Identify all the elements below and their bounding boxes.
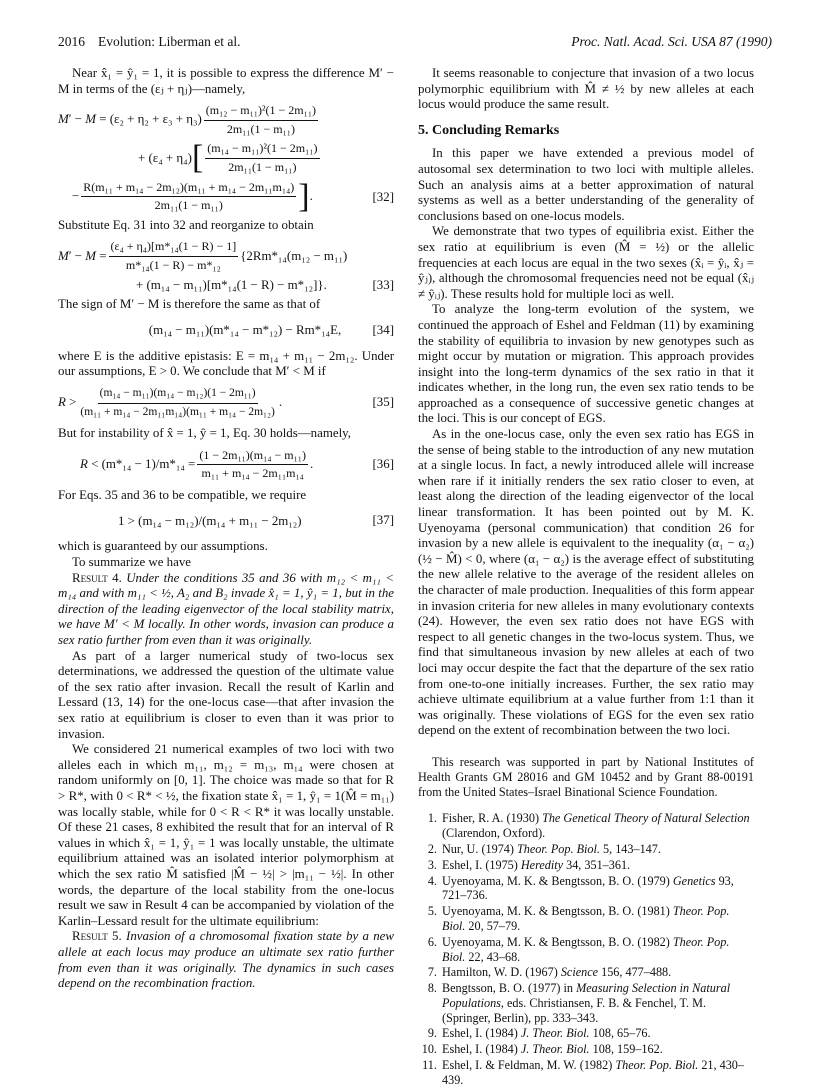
- reference-source: Theor. Pop. Biol.: [442, 904, 730, 933]
- reference-authors: Eshel, I. (1975): [442, 857, 521, 872]
- right-paragraph-1: It seems reasonable to conjecture that invasion of a two locus polymorphic equilibrium with M̂ ≠ ½ by new alleles at each locus would produce the same result.: [418, 66, 754, 112]
- reference-authors: Nur, U. (1974): [442, 841, 517, 856]
- reference-source: Science: [560, 965, 599, 980]
- reference-item: [440, 1042, 754, 1057]
- right-paragraph-3: We demonstrate that two types of equilibria exist. Either the sex ratio at equilibrium is even (M̂ = ½) or the allelic frequencies at each locus are equal in the two sexes (x̂ᵢ = ŷᵢ, x̂ⱼ = ŷⱼ), although the chromosomal frequencies need not be equal (x̂ᵢⱼ ≠ ŷᵢⱼ). These results hold for multiple loci as well.: [418, 224, 754, 301]
- reference-details: 108, 159–162.: [589, 1042, 663, 1057]
- reference-authors: Bengtsson, B. O. (1977) in: [442, 981, 577, 996]
- equation-35: R > $\frac{\text{(m₁₄ − m₁₁)(m₁₄ − m₁₂)(1 − 2m₁₁)}}{\text{(m₁₁ + m₁₄ − 2m₁₁m₁₄)(m₁₁ + m₁₄ − 2m₁₂)}}$ . [35]: [58, 386, 394, 418]
- reference-details: 22, 43–68.: [465, 949, 521, 964]
- page-number: 2016: [58, 34, 85, 49]
- left-paragraph-6: For Eqs. 35 and 36 to be compatible, we require: [58, 487, 307, 502]
- reference-item: [440, 874, 754, 904]
- reference-details: 21, 430–439.: [442, 1058, 744, 1087]
- right-paragraph-2: In this paper we have extended a previous model of autosomal sex determination to two loci with multiple alleles. Such an analysis aims at a better approximation of natural systems as well as a better understanding of the generality of conclusions based on one-locus models.: [418, 146, 754, 223]
- equation-32-line-2: + (ε₄ + η₄) [ $\frac{\text{(m₁₄ − m₁₁)²(1 − 2m₁₁)}}{\text{2m₁₁(1 − m₁₁)}}$: [138, 139, 318, 177]
- left-paragraph-2: Substitute Eq. 31 into 32 and reorganize to obtain: [58, 217, 314, 232]
- reference-details: 108, 65–76.: [589, 1026, 651, 1041]
- left-paragraph-3: The sign of M′ − M is therefore the same as that of: [58, 297, 321, 312]
- reference-details: , eds. Christiansen, F. B. & Fenchel, T. M. (Springer, Berlin), pp. 333–343.: [442, 995, 706, 1025]
- reference-authors: Eshel, I. & Feldman, M. W. (1982): [442, 1058, 616, 1073]
- right-column: [418, 66, 754, 1089]
- reference-details: 156, 477–488.: [598, 965, 672, 980]
- equation-32-line-1: M′ − M = (ε₂ + η₂ + ε₃ + η₃) $\frac{\text{(m₁₂ − m₁₁)²(1 − 2m₁₁)}}{\text{2m₁₁(1 − m₁₁)}}$: [58, 103, 317, 136]
- equation-33: [58, 239, 394, 293]
- reference-source: Theor. Pop. Biol.: [442, 934, 730, 964]
- reference-authors: Fisher, R. A. (1930): [442, 811, 543, 826]
- reference-details: (Clarendon, Oxford).: [442, 826, 546, 841]
- reference-item: [440, 981, 754, 1025]
- reference-item: [440, 904, 754, 934]
- reference-source: J. Theor. Biol.: [520, 1026, 590, 1041]
- running-head-left: Evolution: Liberman et al.: [98, 34, 241, 49]
- result-4-label: Result 4.: [72, 570, 122, 585]
- left-paragraph-7: which is guaranteed by our assumptions.: [58, 539, 268, 554]
- reference-details: 93, 721–736.: [442, 873, 734, 903]
- page-header: [58, 34, 772, 54]
- reference-authors: Uyenoyama, M. K. & Bengtsson, B. O. (1981): [442, 904, 673, 919]
- reference-item: [440, 935, 754, 965]
- reference-authors: Eshel, I. (1984): [442, 1026, 521, 1041]
- reference-item: [440, 858, 754, 873]
- equation-35-number: [35]: [372, 395, 394, 410]
- reference-details: 34, 351–361.: [563, 857, 631, 872]
- reference-item: [440, 1026, 754, 1041]
- equation-34-body: (m₁₄ − m₁₁)(m*₁₄ − m*₁₂) − Rm*₁₄E,: [148, 322, 342, 337]
- reference-source: Genetics: [672, 873, 716, 888]
- left-paragraph-10: We considered 21 numerical examples of two loci with two alleles each in which m₁₁, m₁₂ = m₁₃, m₁₄ were chosen at random uniformly on [0, 1]. The choice was made so that for R > R*, with 0 < R* < ½, the fixation state x̂₁ = 1, ŷ₁ = 1(M̂ = m₁₁) was locally stable, while for 0 < R < R* it was locally unstable. Of these 21 cases, 8 exhibited the result that for an interval of R values in which x̂₁ = 1, ŷ₁ = 1 was locally unstable, the ultimate equilibrium attained was an isolated interior polymorphism at which the sex ratio M̂ satisfied |M̂ − ½| > |m₁₁ − ½|. In other words, the departure of the local stability from the one-locus result we saw in Result 4 can be accompanied by violation of the Karlin–Lessard result for the ultimate equilibrium:: [58, 742, 394, 928]
- result-4-text: Under the conditions 35 and 36 with m₁₂ < m₁₁ < m₁₄ and with m₁₁ < ½, A₂ and B₂ invade x̂₁ = 1, ŷ₁ = 1, but in the direction of the leading eigenvector of the local stability matrix, we have M′ < M locally. In other words, invasion can produce a sex ratio further from even than it was originally.: [58, 570, 394, 648]
- left-paragraph-5: But for instability of x̂ = 1, ŷ = 1, Eq. 30 holds—namely,: [58, 426, 351, 441]
- running-head-right: Proc. Natl. Acad. Sci. USA 87 (1990): [571, 34, 772, 49]
- reference-list: [418, 811, 754, 1087]
- reference-item: [440, 842, 754, 857]
- section-title: 5. Concluding Remarks: [418, 122, 560, 138]
- equation-37-number: [37]: [372, 513, 394, 528]
- acknowledgments: This research was supported in part by National Institutes of Health Grants GM 28016 and GM 10452 and by Grant 88-00191 from the United States–Israel Binational Science Foundation.: [418, 754, 754, 799]
- result-4: [58, 571, 394, 649]
- right-paragraph-5: As in the one-locus case, only the even sex ratio has EGS in the sense of being stable to the introduction of any new mutation at a single locus. In fact, a newly introduced allele will increase when rare if it initially renders the sex ratio closer to even, at least along the direction of the leading eigenvector of the local linear transformation. It has been pointed out by M. K. Uyenoyama (personal communication) that condition 26 for invasion by a new allele is equivalent to the inequality (α₁ − α₂)(½ − M̂) < 0, where (α₁ − α₂) is the average effect of substituting the new allele relative to the average of the resident alleles on the character of male production. Inequalities of this form appear in invasion criteria for new alleles in many evolutionary contexts (24). However, the even sex ratio does not have EGS with respect to all genetic changes in the two-locus system. Thus, we find that simultaneous invasion by new alleles at each of two loci may occur despite the fact that the departure of the sex ratio from one-to-one initially increases. Further, the sex ratio may achieve ultimate equilibrium at a value further from 1:1 than it was originally. These violations of EGS for the even sex ratio depend on the extent of recombination between the two loci.: [418, 427, 754, 738]
- reference-source: J. Theor. Biol.: [520, 1042, 590, 1057]
- left-column: [58, 66, 394, 992]
- reference-details: 5, 143–147.: [599, 841, 661, 856]
- equation-33-line-2: + (m₁₄ − m₁₁)[m*₁₄(1 − R) − m*₁₂]}.: [136, 277, 327, 292]
- right-paragraph-4: To analyze the long-term evolution of the system, we continued the approach of Eshel and Feldman (11) by examining the stability of equilibria to invasion by new genotypes such as might occur by mutation or migration. This approach provides insight into the long-term dynamics of the sex ratio in that it indicates whether, in the long run, the even sex ratio tends to be approached as a consequence of successive genetic changes at the loci. This is our concept of EGS.: [418, 302, 754, 426]
- equation-32-line-3: − $\frac{\text{R(m₁₁ + m₁₄ − 2m₁₂)(m₁₁ + m₁₄ − 2m₁₁m₁₄)}}{\text{2m₁₁(1 − m₁₁)}}$ ] .: [72, 177, 313, 215]
- equation-37-body: 1 > (m₁₄ − m₁₂)/(m₁₄ + m₁₁ − 2m₁₂): [118, 513, 302, 528]
- result-5-label: Result 5.: [72, 929, 122, 944]
- equation-34: [58, 319, 394, 343]
- reference-source: Theor. Pop. Biol.: [517, 841, 600, 856]
- equation-33-line-1: M′ − M = $\frac{\text{(ε₄ + η₄)[m*₁₄(1 − R) − 1]}}{\text{m*₁₄(1 − R) − m*₁₂}}$ {2Rm*₁₄(m₁₂ − m₁₁): [58, 239, 348, 272]
- equation-34-number: [34]: [372, 322, 394, 337]
- equation-32-number: [32]: [372, 190, 394, 205]
- left-paragraph-8: To summarize we have: [72, 555, 192, 570]
- equation-36-number: [36]: [372, 456, 394, 471]
- left-paragraph-9: As part of a larger numerical study of two-locus sex determinations, we addressed the question of the ultimate value of the sex ratio after invasion. Recall the result of Karlin and Lessard (13, 14) for the one-locus case—that after invasion the sex ratio at equilibrium is closer to even than it was prior to invasion.: [58, 648, 394, 741]
- equation-37: [58, 509, 394, 533]
- reference-source: Measuring Selection in Natural Populations: [442, 981, 731, 1010]
- reference-source: Heredity: [520, 857, 564, 872]
- equation-33-number: [33]: [372, 277, 394, 292]
- reference-source: The Genetical Theory of Natural Selection: [542, 811, 750, 826]
- equation-32: [58, 103, 394, 214]
- reference-details: 20, 57–79.: [465, 918, 521, 933]
- reference-authors: Eshel, I. (1984): [442, 1042, 521, 1057]
- result-5: [58, 929, 394, 991]
- reference-source: Theor. Pop. Biol.: [615, 1058, 699, 1073]
- reference-item: [440, 811, 754, 841]
- reference-authors: Hamilton, W. D. (1967): [442, 965, 561, 980]
- reference-authors: Uyenoyama, M. K. & Bengtsson, B. O. (1979): [442, 873, 673, 888]
- result-5-text: Invasion of a chromosomal fixation state by a new allele at each locus may produce an ultimate sex ratio further from even than it was originally. The dynamics in such cases depend on the recombination fraction.: [58, 929, 394, 991]
- equation-36: R < (m*₁₄ − 1)/m*₁₄ = $\frac{\text{(1 − 2m₁₁)(m₁₄ − m₁₁)}}{\text{m₁₁ + m₁₄ − 2m₁₁m₁₄}}$ . [36]: [80, 447, 394, 481]
- reference-item: [440, 965, 754, 980]
- reference-item: [440, 1058, 754, 1088]
- left-paragraph-4: where E is the additive epistasis: E = m₁₄ + m₁₁ − 2m₁₂. Under our assumptions, E > 0. We conclude that M′ < M if: [58, 348, 394, 379]
- reference-authors: Uyenoyama, M. K. & Bengtsson, B. O. (1982): [442, 934, 673, 949]
- left-paragraph-1: Near x̂₁ = ŷ₁ = 1, it is possible to express the difference M′ − M in terms of the (εⱼ + ηⱼ)—namely,: [58, 66, 394, 96]
